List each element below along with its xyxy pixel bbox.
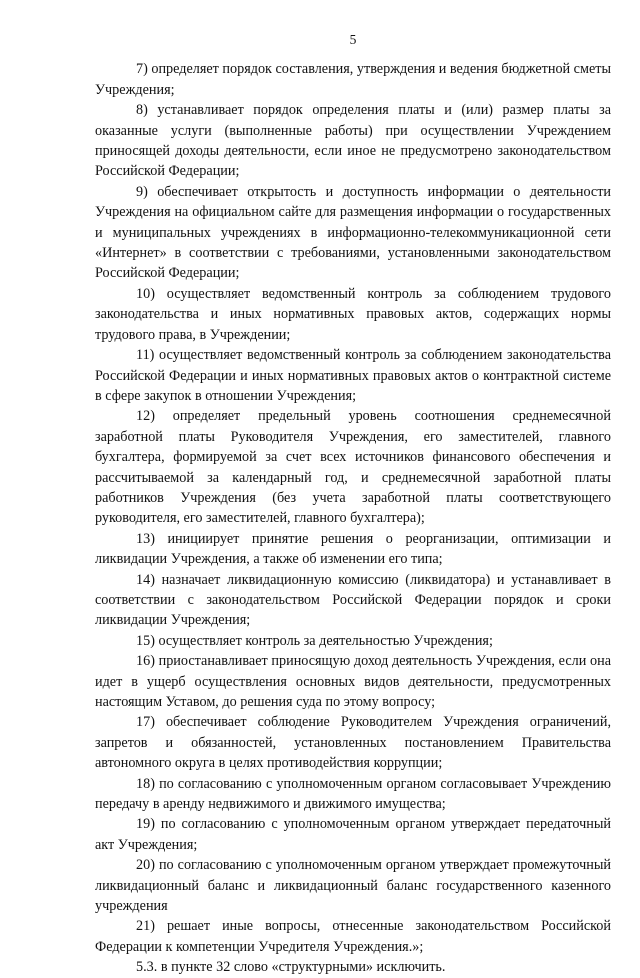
paragraph-item-8: 8) устанавливает порядок определения платы и (или) размер платы за оказанные услуги (выполненные работы) при осуществлении Учреждением приносящей доходы деятельности, если иное не предусмотрено законодательством Российской Федерации; xyxy=(95,102,611,180)
paragraph-item-16: 16) приостанавливает приносящую доход деятельность Учреждения, если она идет в ущерб осуществления основных видов деятельности, предусмотренных настоящим Уставом, до решения суда по этому вопросу; xyxy=(95,653,611,710)
document-page xyxy=(95,30,611,978)
page-number: 5 xyxy=(349,32,357,47)
paragraph-item-19: 19) по согласованию с уполномоченным органом утверждает передаточный акт Учреждения; xyxy=(95,816,611,853)
paragraph-item-15: 15) осуществляет контроль за деятельностью Учреждения; xyxy=(136,632,493,649)
paragraph-item-17: 17) обеспечивает соблюдение Руководителем Учреждения ограничений, запретов и обязанностей, установленных постановлением Правительства автономного округа в целях противодействия коррупции; xyxy=(95,714,611,772)
paragraph-item-9: 9) обеспечивает открытость и доступность информации о деятельности Учреждения на официальном сайте для размещения информации о государственных и муниципальных учреждениях в информационно-телекоммуникационной сети «Интернет» в соответствии с требованиями, установленными законодательством Российской Федерации; xyxy=(95,183,611,282)
paragraph-item-10: 10) осуществляет ведомственный контроль за соблюдением трудового законодательства и иных нормативных правовых актов, содержащих нормы трудового права, в Учреждении; xyxy=(95,285,611,343)
paragraph-item-20: 20) по согласованию с уполномоченным органом утверждает промежуточный ликвидационный баланс и ликвидационный баланс государственного казенного учреждения xyxy=(95,857,611,915)
paragraph-item-7: 7) определяет порядок составления, утверждения и ведения бюджетной сметы Учреждения; xyxy=(95,61,611,98)
paragraph-item-12: 12) определяет предельный уровень соотношения среднемесячной заработной платы Руководителя Учреждения, его заместителей, главного бухгалтера, формируемой за счет всех источников финансового обеспечения и рассчитываемой за календарный год, и среднемесячной заработной платы работников Учреждения (без учета заработной платы соответствующего руководителя, его заместителей, главного бухгалтера); xyxy=(95,408,611,527)
paragraph-amendment-5-3: 5.3. в пункте 32 слово «структурными» исключить. xyxy=(136,959,446,976)
paragraph-item-18: 18) по согласованию с уполномоченным органом согласовывает Учреждению передачу в аренду недвижимого и движимого имущества; xyxy=(95,775,611,813)
paragraph-item-14: 14) назначает ликвидационную комиссию (ликвидатора) и устанавливает в соответствии с законодательством Российской Федерации порядок и сроки ликвидации Учреждения; xyxy=(95,571,611,629)
paragraph-item-13: 13) инициирует принятие решения о реорганизации, оптимизации и ликвидации Учреждения, а также об изменении его типа; xyxy=(95,530,611,568)
paragraph-item-11: 11) осуществляет ведомственный контроль за соблюдением законодательства Российской Федерации и иных нормативных правовых актов о контрактной системе в сфере закупок в отношении Учреждения; xyxy=(95,347,611,404)
paragraph-item-21: 21) решает иные вопросы, отнесенные законодательством Российской Федерации к компетенции Учредителя Учреждения.»; xyxy=(95,918,611,955)
